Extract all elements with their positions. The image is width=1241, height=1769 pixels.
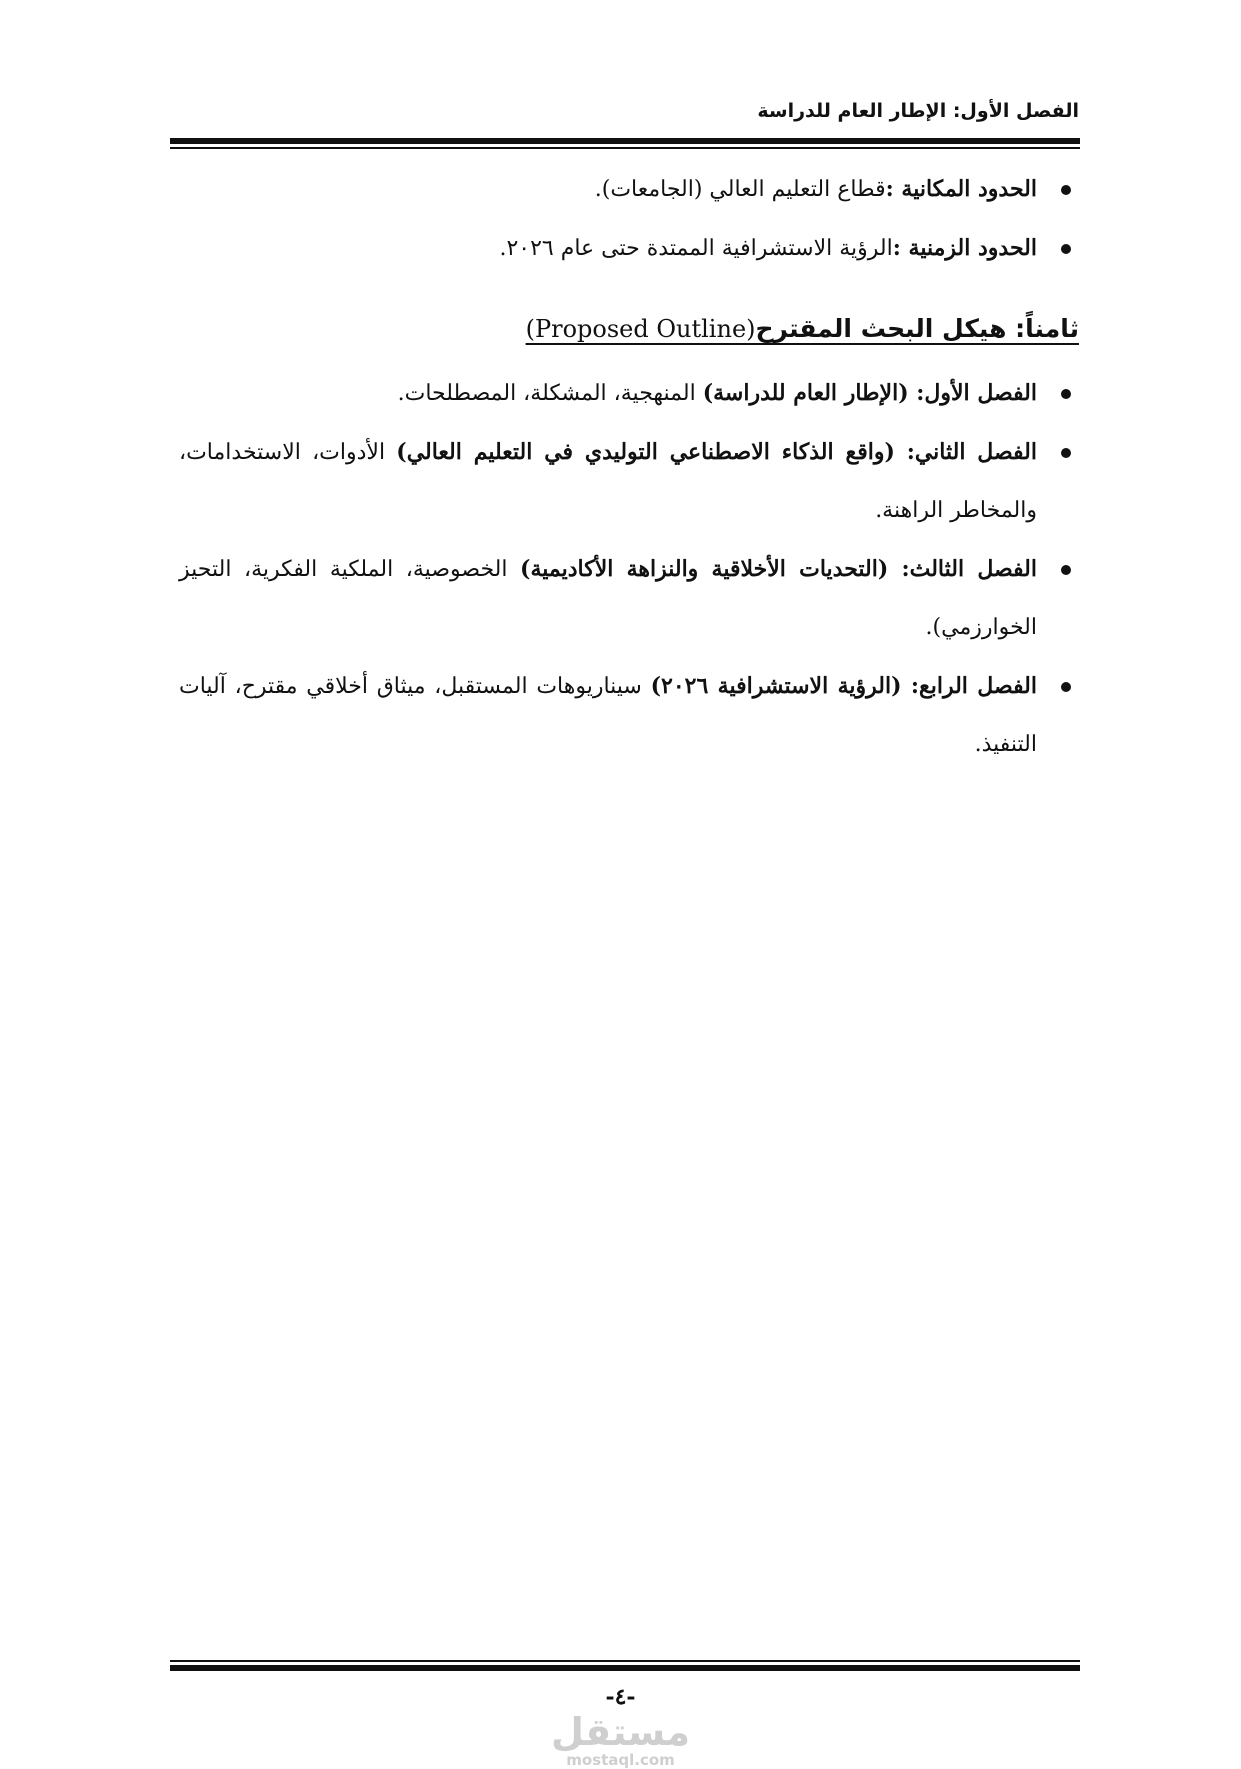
chapter-title: (واقع الذكاء الاصطناعي التوليدي في التعليم العالي) bbox=[396, 439, 895, 465]
running-header: الفصل الأول: الإطار العام للدراسة bbox=[757, 100, 1079, 122]
list-item bbox=[179, 540, 1079, 657]
section-title-ar: ثامناً: هيكل البحث المقترح bbox=[755, 314, 1079, 343]
mostaql-watermark-logo bbox=[0, 1710, 1241, 1769]
study-limits-list bbox=[179, 160, 1079, 278]
list-item bbox=[179, 160, 1079, 219]
list-item bbox=[179, 219, 1079, 278]
limit-label: الحدود الزمنية : bbox=[892, 235, 1037, 261]
chapter-label: الفصل الثالث: bbox=[888, 556, 1037, 582]
chapter-label: الفصل الثاني: bbox=[894, 439, 1037, 465]
header-rule-thick bbox=[170, 138, 1080, 144]
limit-label: الحدود المكانية : bbox=[885, 176, 1037, 202]
section-title-en: (Proposed Outline) bbox=[525, 315, 756, 343]
section-heading bbox=[179, 300, 1079, 358]
chapter-title: (الإطار العام للدراسة) bbox=[702, 380, 909, 406]
page-body bbox=[179, 160, 1079, 774]
watermark-en: mostaql.com bbox=[566, 1751, 675, 1769]
outline-list bbox=[179, 364, 1079, 774]
limit-text: الرؤية الاستشرافية الممتدة حتى عام ٢٠٢٦. bbox=[499, 236, 893, 261]
limit-text: قطاع التعليم العالي (الجامعات). bbox=[594, 177, 886, 202]
list-item bbox=[179, 423, 1079, 540]
chapter-label: الفصل الرابع: bbox=[901, 673, 1037, 699]
bullet-icon bbox=[1061, 448, 1071, 458]
list-item bbox=[179, 364, 1079, 423]
chapter-text: الخصوصية، الملكية الفكرية، التحيز الخوارزمي). bbox=[179, 557, 1037, 640]
chapter-title: (التحديات الأخلاقية والنزاهة الأكاديمية) bbox=[520, 556, 889, 582]
page-number: -٤- bbox=[605, 1684, 636, 1710]
bullet-icon bbox=[1061, 244, 1071, 254]
bullet-icon bbox=[1061, 185, 1071, 195]
bullet-icon bbox=[1061, 389, 1071, 399]
chapter-text: المنهجية، المشكلة، المصطلحات. bbox=[397, 381, 703, 406]
list-item bbox=[179, 657, 1079, 774]
bullet-icon bbox=[1061, 565, 1071, 575]
chapter-title: (الرؤية الاستشرافية ٢٠٢٦) bbox=[650, 673, 902, 699]
watermark-ar: مستقل bbox=[551, 1710, 690, 1754]
footer-rule-thin bbox=[170, 1660, 1080, 1662]
header-rule-thin bbox=[170, 147, 1080, 149]
footer-rule-thick bbox=[170, 1665, 1080, 1671]
bullet-icon bbox=[1061, 682, 1071, 692]
chapter-text: الأدوات، الاستخدامات، والمخاطر الراهنة. bbox=[179, 440, 1037, 523]
chapter-label: الفصل الأول: bbox=[908, 380, 1037, 406]
chapter-text: سيناريوهات المستقبل، ميثاق أخلاقي مقترح، آليات التنفيذ. bbox=[179, 674, 1037, 757]
